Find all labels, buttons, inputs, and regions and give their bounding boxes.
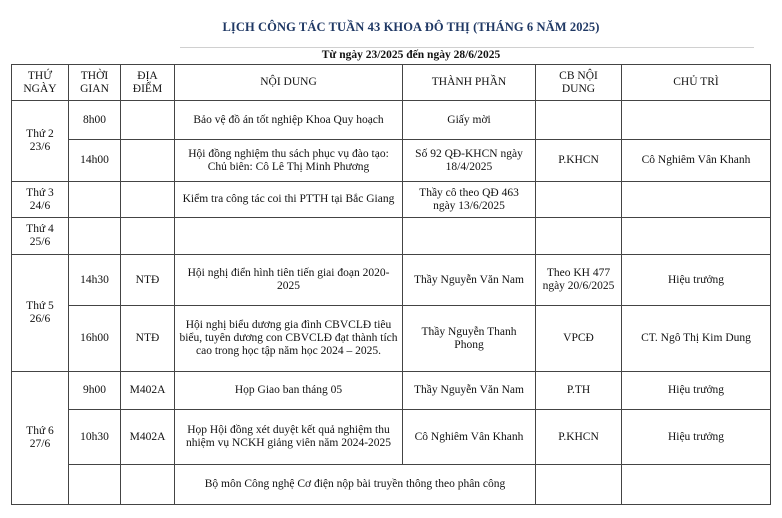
chair-cell (622, 218, 771, 255)
chair-cell: Hiệu trưởng (622, 410, 771, 465)
chair-cell (622, 465, 771, 505)
members-cell: Thầy cô theo QĐ 463 ngày 13/6/2025 (403, 182, 536, 218)
header-content: NỘI DUNG (175, 65, 403, 101)
chair-cell: CT. Ngô Thị Kim Dung (622, 306, 771, 372)
place-cell (121, 182, 175, 218)
content-cell: Họp Hội đồng xét duyệt kết quả nghiệm thu nhiệm vụ NCKH giảng viên năm 2024-2025 (175, 410, 403, 465)
time-cell (69, 182, 121, 218)
cb-cell (536, 465, 622, 505)
date-range: Từ ngày 23/2025 đến ngày 28/6/2025 (321, 49, 501, 61)
day-cell: Thứ 4 25/6 (12, 218, 69, 255)
members-cell: Thầy Nguyễn Văn Nam (403, 255, 536, 306)
header-chair: CHỦ TRÌ (622, 65, 771, 101)
cb-cell: P.TH (536, 372, 622, 410)
chair-cell (622, 101, 771, 140)
content-cell: Bộ môn Công nghệ Cơ điện nộp bài truyền thông theo phân công (175, 465, 536, 505)
content-cell: Hội nghị biểu dương gia đình CBVCLĐ tiêu biểu, tuyên dương con CBVCLĐ đạt thành tích cao trong học tập năm học 2024 – 2025. (175, 306, 403, 372)
title-divider (180, 47, 754, 48)
cb-cell (536, 182, 622, 218)
members-cell: Giấy mời (403, 101, 536, 140)
table-row (12, 140, 771, 182)
content-cell: Kiểm tra công tác coi thi PTTH tại Bắc Giang (175, 182, 403, 218)
place-cell (121, 465, 175, 505)
content-cell: Hội đồng nghiệm thu sách phục vụ đào tạo: Chủ biên: Cô Lê Thị Minh Phương (175, 140, 403, 182)
content-cell: Họp Giao ban tháng 05 (175, 372, 403, 410)
cb-cell (536, 218, 622, 255)
members-cell: Cô Nghiêm Vân Khanh (403, 410, 536, 465)
time-cell (69, 465, 121, 505)
table-row (12, 101, 771, 140)
members-cell: Số 92 QĐ-KHCN ngày 18/4/2025 (403, 140, 536, 182)
place-cell: M402A (121, 410, 175, 465)
table-row (12, 372, 771, 410)
time-cell: 14h30 (69, 255, 121, 306)
time-cell: 8h00 (69, 101, 121, 140)
time-cell: 16h00 (69, 306, 121, 372)
place-cell: M402A (121, 372, 175, 410)
table-row (12, 255, 771, 306)
table-row (12, 182, 771, 218)
table-row (12, 306, 771, 372)
header-members: THÀNH PHẦN (403, 65, 536, 101)
cb-cell: P.KHCN (536, 410, 622, 465)
place-cell: NTĐ (121, 306, 175, 372)
table-row (12, 410, 771, 465)
header-day: THỨ NGÀY (12, 65, 69, 101)
members-cell: Thầy Nguyễn Thanh Phong (403, 306, 536, 372)
page-title: LỊCH CÔNG TÁC TUẦN 43 KHOA ĐÔ THỊ (THÁNG 6 NĂM 2025) (222, 20, 600, 34)
time-cell: 14h00 (69, 140, 121, 182)
schedule-table (11, 64, 771, 505)
day-cell: Thứ 6 27/6 (12, 372, 69, 505)
time-cell: 10h30 (69, 410, 121, 465)
place-cell: NTĐ (121, 255, 175, 306)
content-cell: Hội nghị điển hình tiên tiến giai đoạn 2020-2025 (175, 255, 403, 306)
chair-cell (622, 182, 771, 218)
cb-cell: VPCĐ (536, 306, 622, 372)
cb-cell (536, 101, 622, 140)
time-cell: 9h00 (69, 372, 121, 410)
place-cell (121, 218, 175, 255)
table-row (12, 465, 771, 505)
table-row (12, 218, 771, 255)
day-cell: Thứ 5 26/6 (12, 255, 69, 372)
cb-cell: Theo KH 477 ngày 20/6/2025 (536, 255, 622, 306)
cb-cell: P.KHCN (536, 140, 622, 182)
place-cell (121, 101, 175, 140)
members-cell (403, 218, 536, 255)
header-row (12, 65, 771, 101)
day-cell: Thứ 2 23/6 (12, 101, 69, 182)
content-cell: Bảo vệ đồ án tốt nghiệp Khoa Quy hoạch (175, 101, 403, 140)
header-place: ĐỊA ĐIỂM (121, 65, 175, 101)
chair-cell: Hiệu trưởng (622, 255, 771, 306)
time-cell (69, 218, 121, 255)
header-cb: CB NỘI DUNG (536, 65, 622, 101)
header-time: THỜI GIAN (69, 65, 121, 101)
members-cell: Thầy Nguyễn Văn Nam (403, 372, 536, 410)
content-cell (175, 218, 403, 255)
chair-cell: Hiệu trưởng (622, 372, 771, 410)
place-cell (121, 140, 175, 182)
chair-cell: Cô Nghiêm Vân Khanh (622, 140, 771, 182)
day-cell: Thứ 3 24/6 (12, 182, 69, 218)
